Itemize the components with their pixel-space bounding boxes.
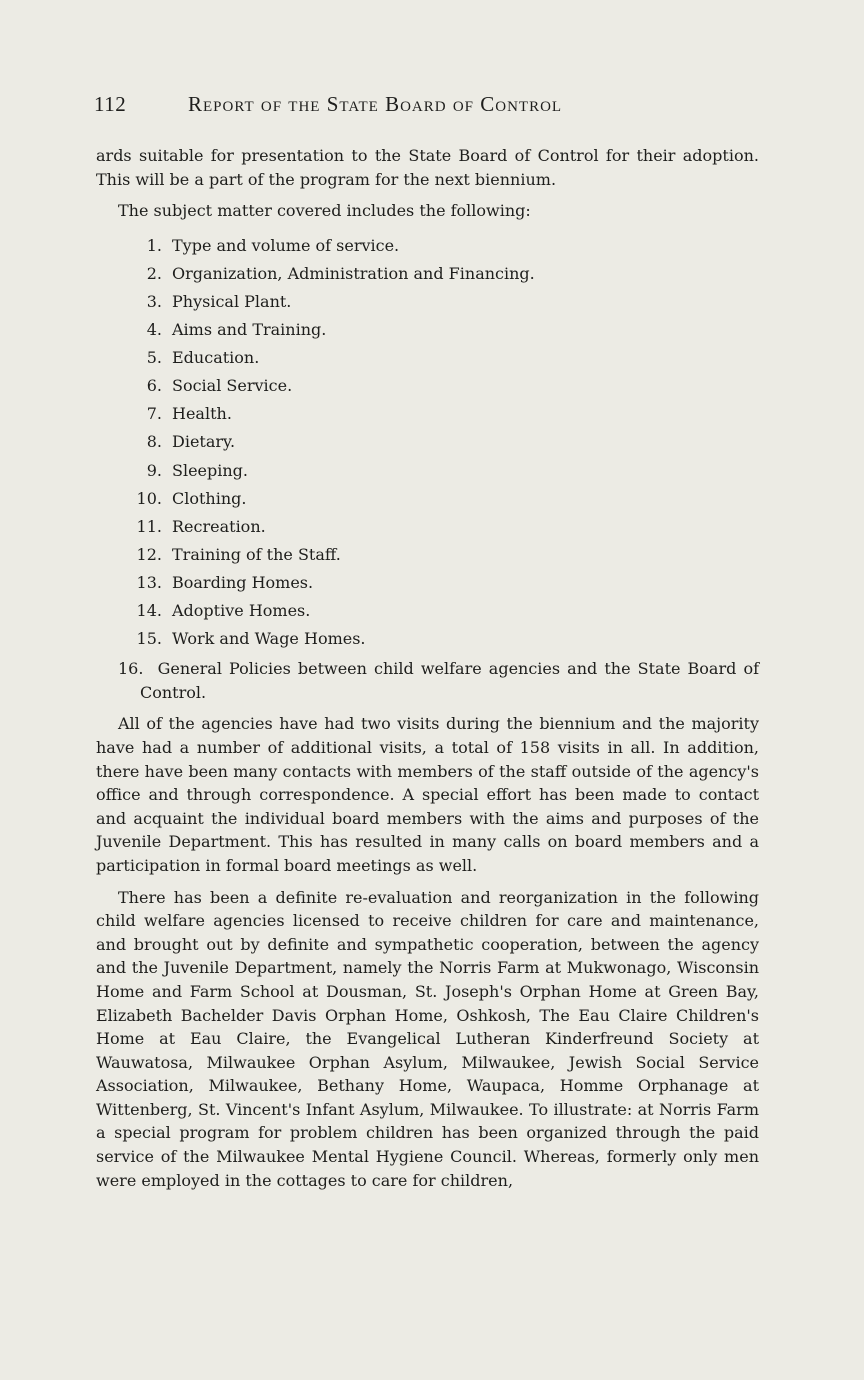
list-item (96, 372, 759, 400)
list-item (96, 657, 759, 704)
list-item (96, 541, 759, 569)
list-item (96, 344, 759, 372)
list-item (96, 428, 759, 456)
list-item-text: Education. (172, 348, 260, 368)
running-header (92, 92, 772, 122)
list-item (96, 232, 759, 260)
list-item-number: 10. (136, 488, 162, 508)
list-item (96, 485, 759, 513)
list-item-text: Clothing. (172, 488, 247, 508)
list-item-text: Health. (172, 404, 232, 424)
list-item (96, 513, 759, 541)
list-item-number: 3. (146, 291, 162, 311)
list-item-text: Recreation. (172, 516, 266, 536)
paragraph-reevaluation: There has been a definite re-evaluation and reorganization in the following child welfare agencies licensed to receive children for care and maintenance, and brought out by definite and sympathetic cooperation, between the agency and the Juvenile Department, namely the Norris Farm at Mukwonago, Wisconsin Home and Farm School at Dousman, St. Joseph's Orphan Home at Green Bay, Elizabeth Bachelder Davis Orphan Home, Oshkosh, The Eau Claire Children's Home at Eau Claire, the Evangelical Lutheran Kinderfreund Society at Wauwatosa, Milwaukee Orphan Asylum, Milwaukee, Jewish Social Service Association, Milwaukee, Bethany Home, Waupaca, Homme Orphanage at Wittenberg, St. Vincent's Infant Asylum, Milwaukee. To illustrate: at Norris Farm a special program for problem children has been organized through the paid service of the Milwaukee Mental Hygiene Council. Whereas, formerly only men were employed in the cottages to care for children, (96, 887, 759, 1190)
paragraph-subject-intro: The subject matter covered includes the following: (118, 201, 531, 221)
body-text (96, 144, 759, 1192)
list-item-number: 16. (118, 659, 144, 679)
list-item (96, 400, 759, 428)
list-item-text: Type and volume of service. (172, 235, 400, 255)
list-item-text: Physical Plant. (172, 291, 292, 311)
list-item (96, 597, 759, 625)
list-item-text: Social Service. (172, 376, 293, 396)
list-item-number: 1. (146, 235, 162, 255)
list-item (96, 457, 759, 485)
list-item (96, 625, 759, 653)
list-item-text: General Policies between child welfare agencies and the State Board of Control. (140, 659, 759, 702)
list-item-text: Aims and Training. (172, 320, 327, 340)
list-item-number: 6. (146, 376, 162, 396)
list-item (96, 260, 759, 288)
list-item-number: 11. (136, 516, 162, 536)
list-item-text: Organization, Administration and Financing. (172, 263, 535, 283)
list-item (96, 316, 759, 344)
list-item-text: Sleeping. (172, 460, 249, 480)
running-title: Report of the State Board of Control (188, 92, 563, 116)
list-item-text: Training of the Staff. (172, 544, 341, 564)
list-item (96, 288, 759, 316)
list-item-number: 14. (136, 601, 162, 620)
list-item-number: 5. (146, 348, 162, 368)
list-item-number: 8. (146, 432, 162, 452)
list-item-number: 9. (146, 460, 162, 480)
paragraph-intro-continuation: ards suitable for presentation to the State Board of Control for their adoption. This will be a part of the program for the next biennium. (96, 146, 759, 189)
list-item-number: 13. (136, 572, 162, 592)
list-item (96, 569, 759, 597)
list-item-text: Adoptive Homes. (172, 601, 311, 620)
list-item-number: 7. (146, 404, 162, 424)
list-item-number: 15. (136, 629, 162, 649)
page-number: 112 (94, 92, 127, 116)
paragraph-visits: All of the agencies have had two visits during the biennium and the majority have had a number of additional visits, a total of 158 visits in all. In addition, there have been many contacts with members of the staff outside of the agency's office and through correspondence. A special effort has been made to contact and acquaint the individual board members with the aims and purposes of the Juvenile Department. This has resulted in many calls on board members and a participation in formal board meetings as well. (96, 714, 759, 875)
list-item-number: 2. (146, 263, 162, 283)
list-item-text: Boarding Homes. (172, 572, 314, 592)
subject-list (96, 232, 759, 705)
list-item-text: Dietary. (172, 432, 236, 452)
list-item-text: Work and Wage Homes. (172, 629, 366, 649)
list-item-number: 4. (146, 320, 162, 340)
list-item-number: 12. (136, 544, 162, 564)
